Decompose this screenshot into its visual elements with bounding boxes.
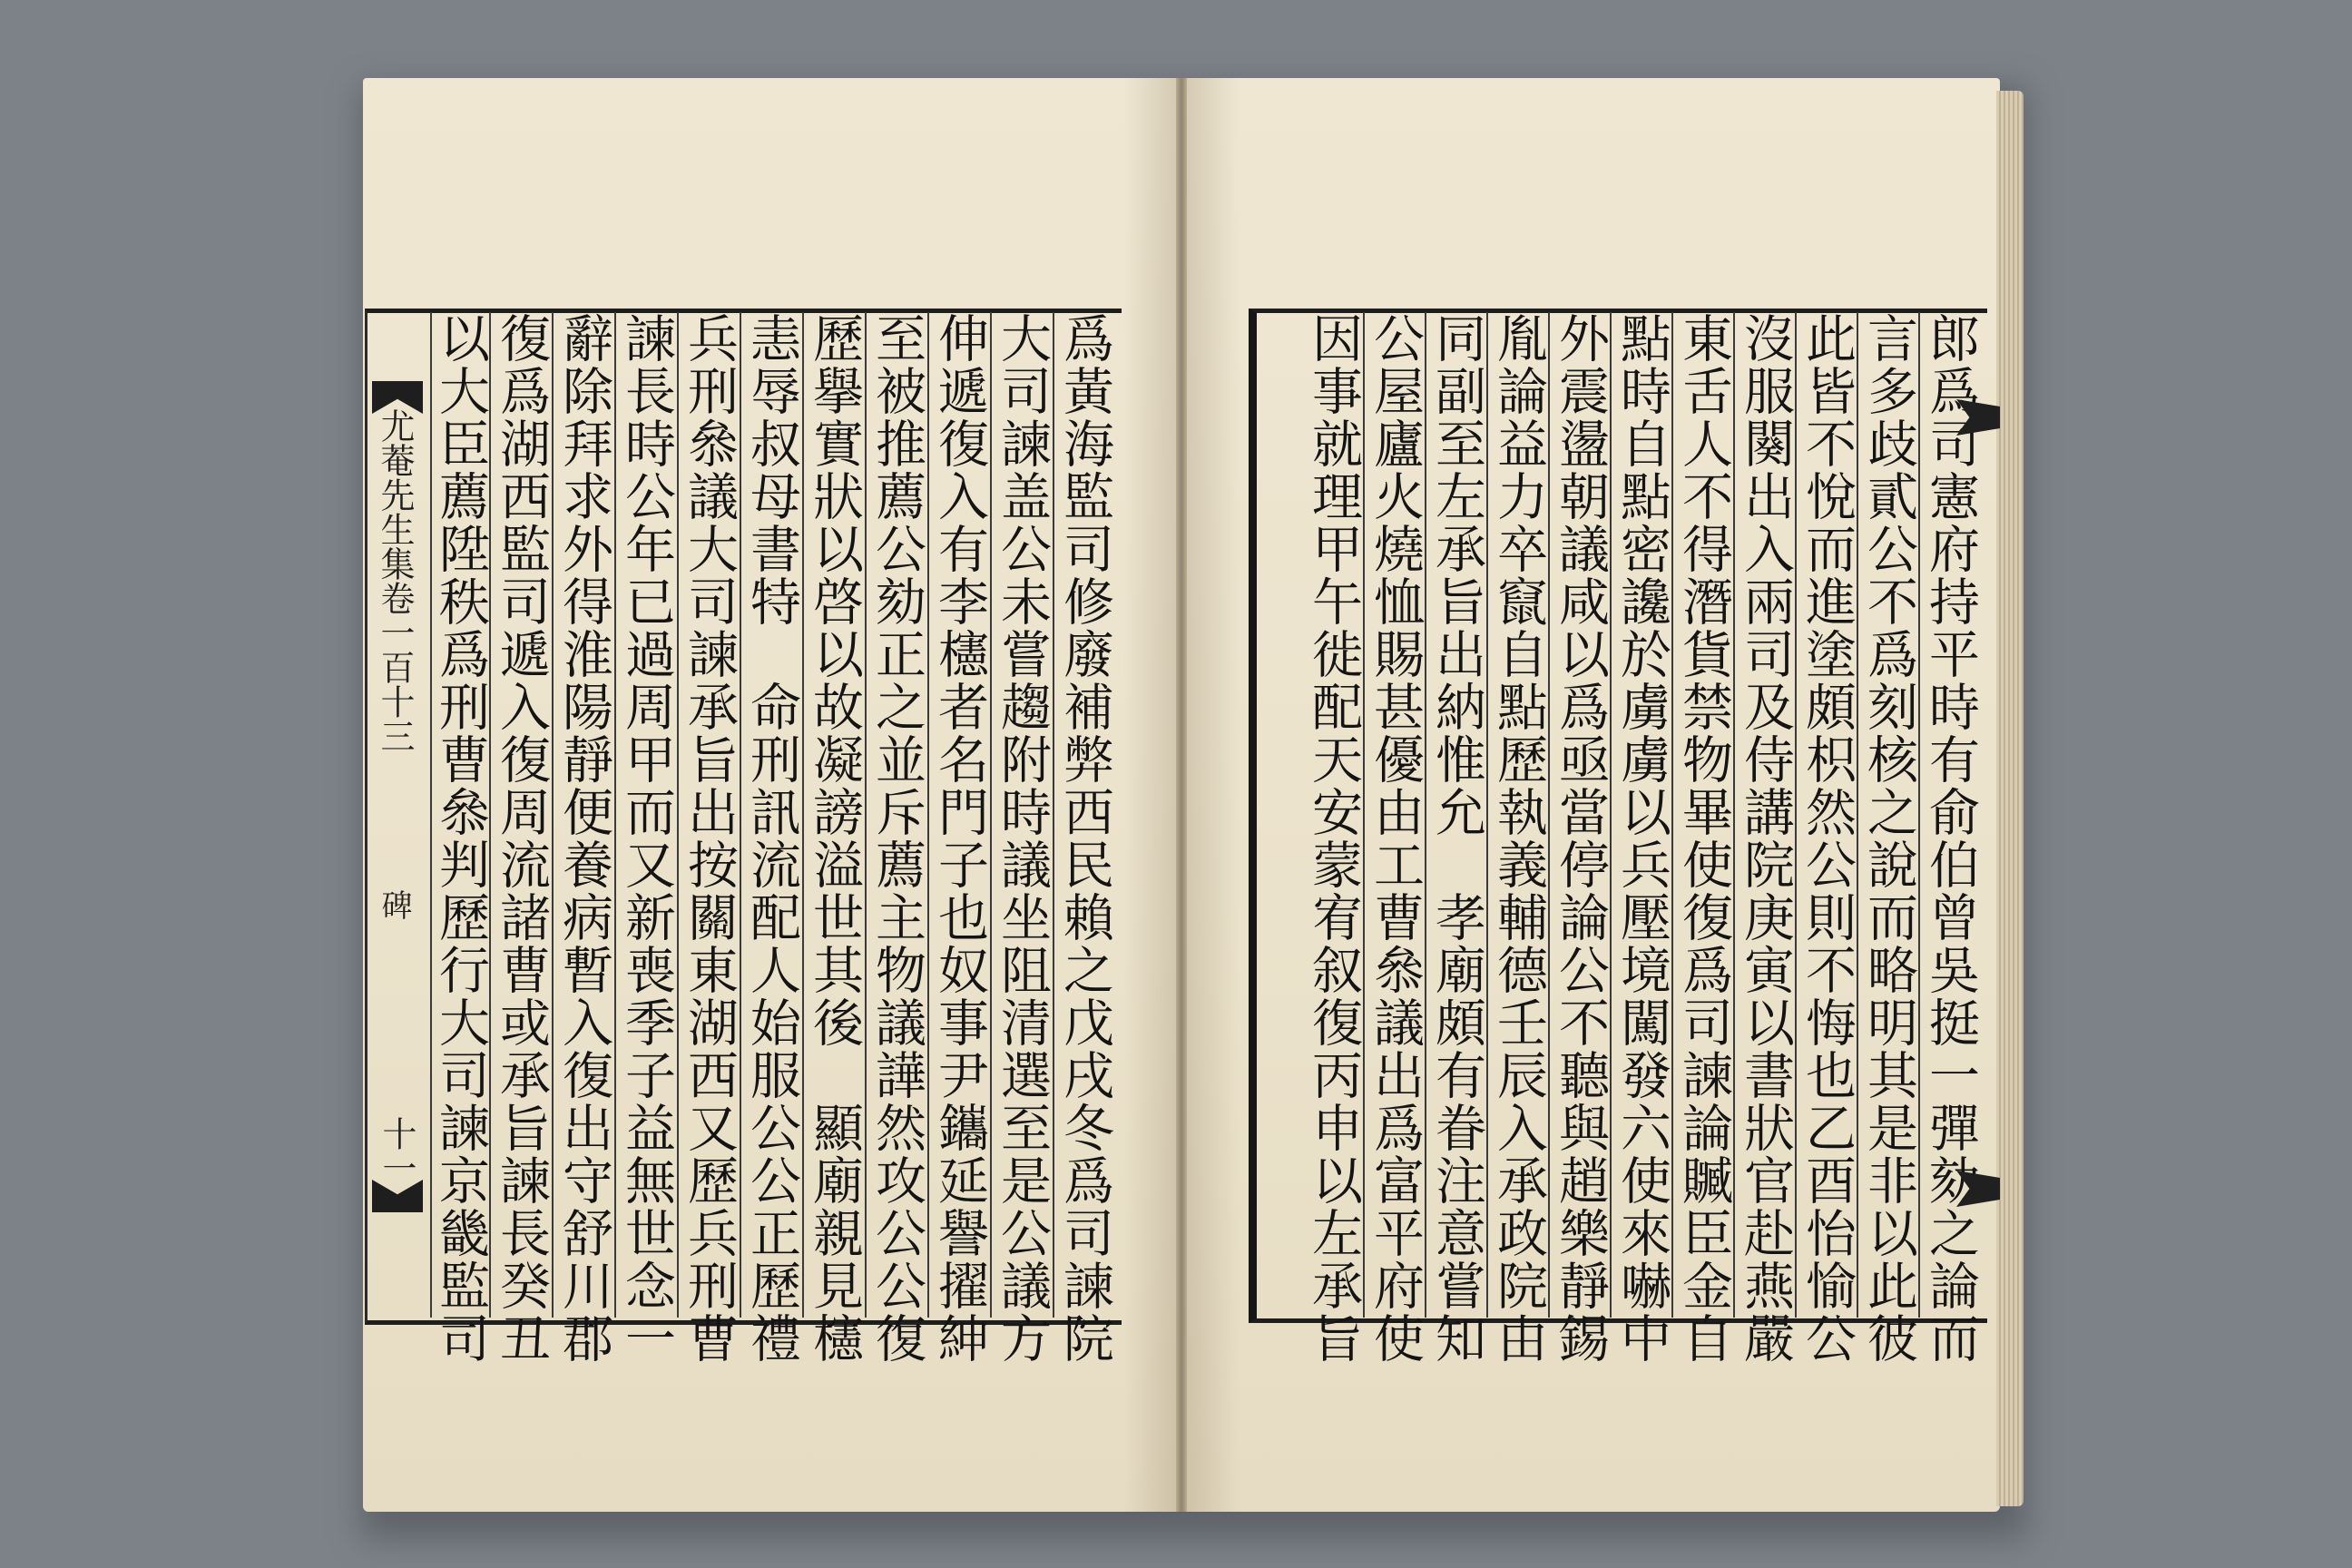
page-edges [1996, 91, 2024, 1506]
text-line: 爲黃海監司修廢補弊西民賴之戊戌冬爲司諫院 [1055, 312, 1114, 1365]
column-rule [1857, 312, 1858, 1318]
text-column [804, 312, 864, 1365]
text-line: 公屋廬火燒恤賜甚優由工曹叅議出爲富平府使 [1366, 312, 1425, 1365]
text-column [741, 312, 801, 1365]
text-column [1673, 312, 1733, 1365]
text-column [1488, 312, 1548, 1365]
text-column [1858, 312, 1918, 1365]
column-rule [1425, 312, 1426, 1318]
text-column [679, 312, 739, 1365]
text-column [929, 312, 989, 1365]
text-column [867, 312, 926, 1365]
column-rule [1918, 312, 1920, 1318]
text-line: 言多歧貳公不爲刻核之說而略明其是非以此彼 [1859, 312, 1918, 1365]
book-gutter [1176, 78, 1187, 1512]
text-line: 歷擧實狀以啓以故凝謗溢世其後 顯廟親見櫶 [805, 312, 864, 1365]
column-rule [1610, 312, 1612, 1318]
text-line: 同副至左承旨出納惟允 孝廟頗有眷注意嘗知 [1427, 312, 1486, 1365]
column-rule [1733, 312, 1735, 1318]
text-line: 至被推薦公劾正之並斥薦主物議譁然攻公公復 [867, 312, 926, 1365]
text-line: 諫長時公年已過周甲而又新喪季子益無世念一 [617, 312, 676, 1365]
column-rule [677, 312, 679, 1318]
text-column [1054, 312, 1114, 1365]
text-line: 因事就理甲午徙配天安蒙宥叙復丙申以左承旨 [1304, 312, 1363, 1365]
column-rule [1053, 312, 1054, 1318]
text-column [1612, 312, 1671, 1365]
text-column [491, 312, 551, 1365]
column-rule [1671, 312, 1673, 1318]
text-line: 郎爲司憲府持平時有俞伯曾吳挺一彈劾之論而 [1921, 312, 1980, 1365]
column-rule [614, 312, 616, 1318]
page-number: 十一 [377, 1116, 416, 1185]
text-line: 點時自點密讒於虜虜以兵壓境闖發六使來嚇中 [1612, 312, 1671, 1365]
text-column [1920, 312, 1980, 1365]
text-column [554, 312, 613, 1365]
column-rule [1795, 312, 1797, 1318]
text-column [430, 312, 490, 1365]
text-line: 沒服闋出入兩司及侍講院庚寅以書狀官赴燕嚴 [1736, 312, 1795, 1365]
column-rule [1548, 312, 1550, 1318]
text-column [992, 312, 1052, 1365]
text-line: 以大臣薦陞秩爲刑曹叅判歷行大司諫京畿監司 [431, 312, 490, 1365]
column-rule [1363, 312, 1365, 1318]
column-rule [990, 312, 992, 1318]
text-line: 兵刑叅議大司諫承旨出按關東湖西又歷兵刑曹 [680, 312, 739, 1365]
text-line: 復爲湖西監司遞入復周流諸曹或承旨諫長癸丑 [492, 312, 551, 1365]
text-line: 東舌人不得潛貨禁物畢使復爲司諫論贓臣金自 [1674, 312, 1733, 1365]
text-column [1797, 312, 1857, 1365]
text-column [1550, 312, 1610, 1365]
text-column [1426, 312, 1486, 1365]
text-line: 此皆不悅而進塗頗枳然公則不悔也乙酉怡愉公 [1798, 312, 1857, 1365]
column-rule [865, 312, 867, 1318]
text-line: 伸遞復入有李櫶者名門子也奴事尹鑴延譽擢紳 [930, 312, 989, 1365]
genre-label: 碑 [376, 889, 412, 920]
column-rule [552, 312, 554, 1318]
collection-title: 尤菴先生集卷一百十三 [375, 408, 415, 753]
text-line: 胤論益力卒竄自點歷執義輔德壬辰入承政院由 [1489, 312, 1548, 1365]
text-column [616, 312, 676, 1365]
text-column [1303, 312, 1363, 1365]
text-line: 大司諫盖公未嘗趨附時議坐阻清選至是公議方 [993, 312, 1052, 1365]
text-column [1735, 312, 1795, 1365]
text-line: 辭除拜求外得淮陽靜便養病暫入復出守舒川郡 [554, 312, 613, 1365]
column-rule [1486, 312, 1488, 1318]
column-rule [740, 312, 741, 1318]
column-rule [927, 312, 929, 1318]
column-rule [802, 312, 804, 1318]
text-line: 外震盪朝議咸以爲亟當停論公不聽與趙樂靜錫 [1551, 312, 1610, 1365]
text-line: 恚辱叔母書特 命刑訊流配人始服公公正歷禮 [742, 312, 801, 1365]
text-column [1365, 312, 1425, 1365]
